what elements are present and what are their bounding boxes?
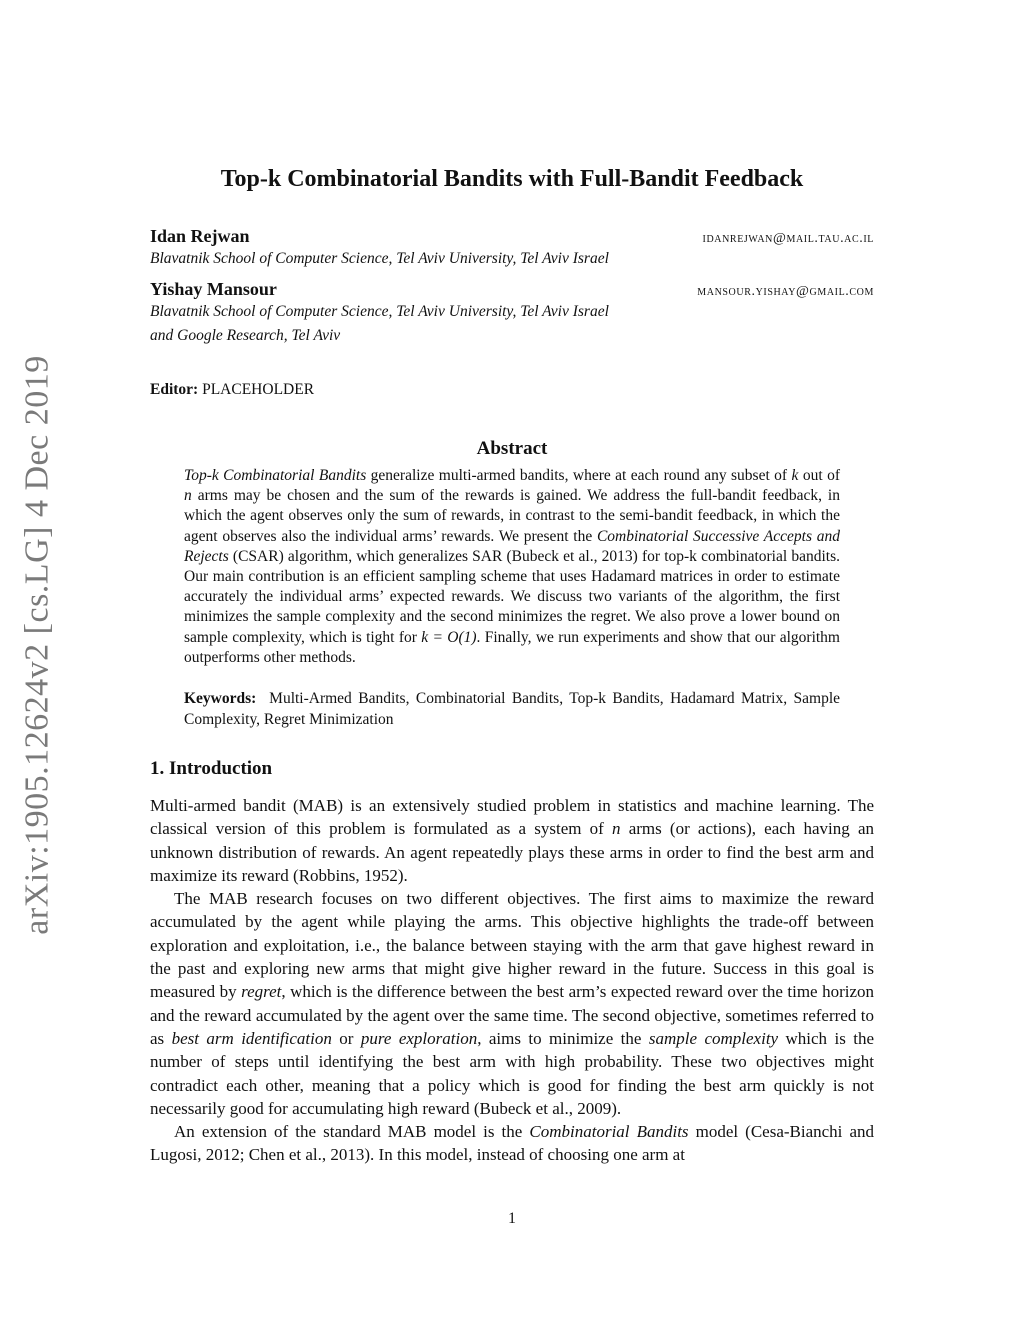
- paragraph: [150, 887, 874, 1120]
- author-affiliation: Blavatnik School of Computer Science, Tel Aviv University, Tel Aviv Israel: [150, 250, 609, 267]
- paragraph-text: model (Cesa-Bianchi and Lugosi, 2012; Chen et al., 2013). In this model, instead of choosing one arm at: [150, 1122, 875, 1165]
- editor-label: Editor:: [150, 381, 199, 398]
- section-heading: 1. Introduction: [150, 758, 273, 779]
- author-name: Idan Rejwan: [150, 226, 250, 246]
- paragraph-text: Multi-armed bandit (MAB) is an extensively studied problem in statistics and machine learning. The classical version of this problem is formulated as a system of: [150, 796, 874, 839]
- emphasis: Combinatorial Bandits: [529, 1122, 689, 1142]
- abstract-term: Top-k Combinatorial Bandits: [184, 467, 367, 484]
- abstract-term: Combinatorial Successive Accepts and Rejects: [184, 527, 840, 565]
- paragraph-text: , which is the difference between the best arm’s expected reward over the time horizon and the reward accumulated by the agent over the same time. The second objective, sometimes referred to as: [150, 982, 874, 1048]
- keywords-value: Multi-Armed Bandits, Combinatorial Bandits, Top-k Bandits, Hadamard Matrix, Sample Complexity, Regret Minimization: [184, 690, 840, 728]
- author-affiliation: and Google Research, Tel Aviv: [150, 327, 341, 344]
- emphasis: best arm identification: [171, 1028, 332, 1048]
- introduction-body: [150, 794, 874, 1167]
- keywords-label: Keywords:: [184, 690, 257, 707]
- paragraph: [150, 794, 874, 887]
- paragraph-text: which is the number of steps until identifying the best arm with high probability. These two objectives might contradict each other, meaning that a policy which is good for finding the best arm quickly is not necessarily good for accumulating high reward (Bubeck et al., 2009).: [150, 1028, 875, 1118]
- abstract-text: out of: [798, 467, 840, 484]
- paragraph-text: or: [331, 1028, 361, 1048]
- author-block-1: [150, 226, 874, 271]
- author-affiliation: Blavatnik School of Computer Science, Tel Aviv University, Tel Aviv Israel: [150, 303, 609, 320]
- author-name: Yishay Mansour: [150, 279, 277, 299]
- author-email[interactable]: mansour.yishay@gmail.com: [697, 284, 874, 299]
- math-expression: k = O(1): [421, 628, 477, 646]
- abstract-body: [184, 466, 840, 668]
- emphasis: sample complexity: [648, 1028, 779, 1048]
- paragraph-text: An extension of the standard MAB model is the: [174, 1122, 530, 1142]
- paragraph: [150, 1120, 874, 1167]
- arxiv-identifier-text: arXiv:1905.12624v2 [cs.LG] 4 Dec 2019: [19, 355, 57, 935]
- abstract-text: . Finally, we run experiments and show that our algorithm outperforms other methods.: [184, 628, 840, 666]
- abstract-heading: Abstract: [476, 438, 548, 459]
- emphasis: pure exploration: [360, 1028, 478, 1048]
- emphasis: regret: [241, 982, 282, 1002]
- paragraph-text: arms (or actions), each having an unknown distribution of rewards. An agent repeatedly plays these arms in order to find the best arm and maximize its reward (Robbins, 1952).: [150, 819, 874, 885]
- paragraph-text: , aims to minimize the: [477, 1028, 649, 1048]
- abstract-text: (CSAR) algorithm, which generalizes SAR (Bubeck et al., 2013) for top-k combinatorial bandits. Our main contribution is an efficient sampling scheme that uses Hadamard matrices in order to estimate accurately the individual arms’ expected rewards. We discuss two variants of the algorithm, the first minimizes the sample complexity and the second minimizes the regret. We also prove a lower bound on sample complexity, which is tight for: [184, 547, 840, 646]
- editor-value: PLACEHOLDER: [202, 381, 315, 398]
- author-email[interactable]: idanrejwan@mail.tau.ac.il: [702, 231, 874, 246]
- math-var: n: [184, 487, 192, 505]
- author-block-2: [150, 279, 874, 348]
- keywords: [184, 688, 840, 730]
- math-var: k: [791, 467, 799, 484]
- abstract-text: generalize multi-armed bandits, where at each round any subset of: [366, 467, 792, 484]
- paper-title: Top-k Combinatorial Bandits with Full-Bandit Feedback: [220, 166, 804, 192]
- page-number: 1: [508, 1210, 516, 1227]
- editor-line: [150, 381, 314, 399]
- math-var: n: [612, 819, 621, 839]
- paragraph-text: The MAB research focuses on two different objectives. The first aims to maximize the reward accumulated by the agent while playing the arms. This objective highlights the trade-off between exploration and exploitation, i.e., the balance between staying with the arm that gave highest reward in the past and exploring new arms that might give higher reward in the future. Success in this goal is measured by: [150, 889, 874, 1002]
- abstract-text: arms may be chosen and the sum of the rewards is gained. We address the full-bandit feedback, in which the agent observes only the sum of rewards, in contrast to the semi-bandit feedback, in which the agent observes also the individual arms’ rewards. We present the: [184, 487, 840, 545]
